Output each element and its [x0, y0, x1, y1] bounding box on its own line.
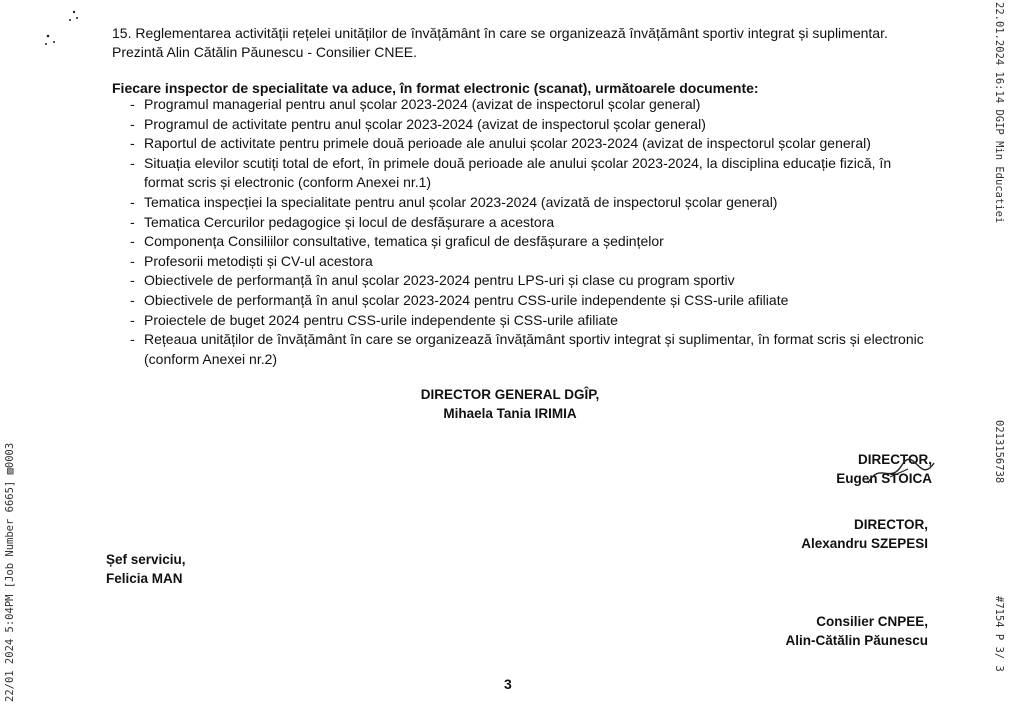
signature-name: Mihaela Tania IRIMIA [443, 406, 577, 421]
agenda-item-15 [112, 24, 932, 62]
documents-intro: Fiecare inspector de specialitate va aduce, în format electronic (scanat), următoarele documente: [112, 80, 759, 96]
list-item: - Programul de activitate pentru anul școlar 2023-2024 (avizat de inspectorul școlar general) [130, 115, 706, 132]
signature-title: DIRECTOR GENERAL DGÎP, [420, 387, 600, 402]
signature-title: DIRECTOR, [853, 517, 928, 532]
list-item: - Tematica inspecției la specialitate pentru anul școlar 2023-2024 (avizată de inspectorul școlar general) [130, 193, 778, 210]
signature-name: Eugen STOICA [836, 471, 932, 486]
agenda-item-15-presenter: Prezintă Alin Cătălin Păunescu - Consilier CNEE. [112, 44, 418, 60]
list-item: - Rețeaua unităților de învățământ în care se organizează învățământ sportiv integrat și suplimentar, în format scris și electronic (conform Anexei nr.2) [130, 331, 924, 367]
signature-name: Alin-Cătălin Păunescu [785, 633, 928, 648]
list-item: - Profesorii metodiști și CV-ul acestora [130, 252, 373, 269]
fax-header-date: 22.01.2024 16:14 DGIP Min Educatiei [993, 2, 1005, 224]
list-item: - Componența Consiliilor consultative, tematica și graficul de desfășurare a ședințelor [130, 233, 664, 250]
signature-title: DIRECTOR, [857, 452, 932, 467]
signature-name: Felicia MAN [106, 571, 183, 586]
page-number: 3 [504, 676, 512, 692]
fax-header-page: #7154 P 3/ 3 [993, 596, 1005, 672]
list-item: - Programul managerial pentru anul școlar 2023-2024 (avizat de inspectorul școlar general) [130, 96, 701, 112]
list-item: - Tematica Cercurilor pedagogice și locul de desfășurare a acestora [130, 213, 555, 230]
signature-name: Alexandru SZEPESI [801, 536, 928, 551]
fax-header-number: 0213156738 [993, 420, 1005, 484]
signature-director-general [380, 385, 640, 423]
signature-director-szepesi [801, 515, 928, 553]
signature-sef-serviciu [106, 550, 186, 588]
list-item: - Obiectivele de performanță în anul școlar 2023-2024 pentru CSS-urile independente și CSS-urile afiliate [130, 291, 789, 308]
signature-title: Șef serviciu, [106, 552, 186, 567]
handwritten-signature [860, 455, 940, 491]
list-item: - Raportul de activitate pentru primele două perioade ale anului școlar 2023-2024 (avizat de inspectorul școlar general) [130, 135, 871, 152]
agenda-item-15-title: 15. Reglementarea activității rețelei unităților de învățământ în care se organizează învățământ sportiv integrat și suplimentar. [112, 25, 888, 41]
fax-job-stamp: 22/01 2024 5:04PM [Job Number 6665] ▨0003 [4, 442, 16, 702]
documents-list [112, 95, 932, 369]
list-item: - Obiectivele de performanță în anul școlar 2023-2024 pentru LPS-uri și clase cu program sportiv [130, 272, 735, 289]
list-item: - Proiectele de buget 2024 pentru CSS-urile independente și CSS-urile afiliate [130, 311, 618, 328]
signature-consilier [785, 612, 928, 650]
list-item: - Situația elevilor scutiți total de efort, în primele două perioade ale anului școlar 2023-2024, la disciplina educație fizică, în format scris și electronic (conform Anexei nr.1) [130, 154, 892, 191]
scan-speckles [42, 6, 82, 46]
signature-title: Consilier CNPEE, [816, 614, 928, 629]
